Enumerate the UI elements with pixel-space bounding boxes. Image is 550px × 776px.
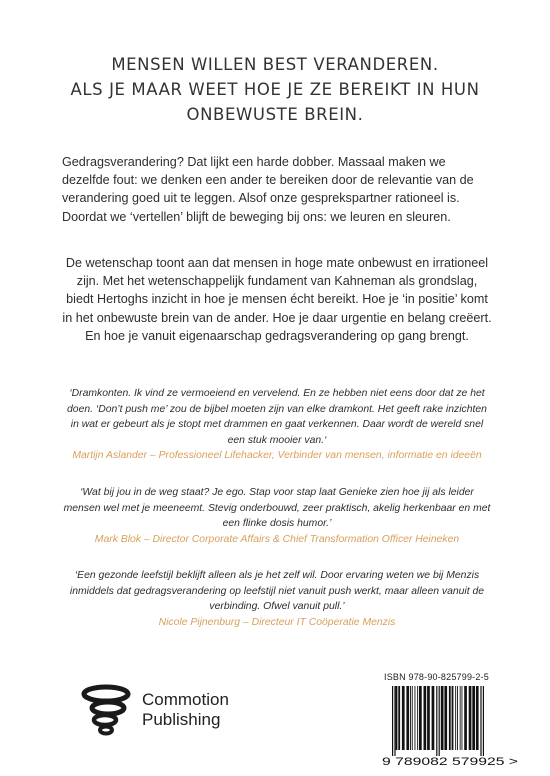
- barcode-bar: [444, 686, 447, 750]
- barcode-bar: [419, 686, 422, 750]
- barcode-bar: [439, 686, 440, 756]
- publisher-name: [142, 690, 229, 730]
- barcode-bar: [396, 686, 398, 750]
- barcode-bar: [476, 686, 479, 750]
- barcode-digits: 9 789082 579925 >: [382, 756, 518, 768]
- barcode-bar: [406, 686, 409, 750]
- barcode-bar: [483, 686, 484, 756]
- headline-line-2: ALS JE MAAR WEET HOE JE ZE BEREIKT IN HUN: [70, 80, 480, 99]
- publisher-name-line-1: Commotion: [142, 690, 229, 709]
- quote-text: ‘Een gezonde leefstijl beklijft alleen als je het zelf wil. Door ervaring weten we bij Menzis inmiddels dat gedragsverandering op leefstijl niet vanuit push werkt, maar alleen vanuit de verbinding. Ofwel vanuit pull.’: [69, 570, 485, 613]
- barcode-bar: [424, 686, 427, 750]
- headline-line-3: ONBEWUSTE BREIN.: [186, 105, 364, 124]
- barcode: [382, 686, 522, 768]
- barcode-bar: [455, 686, 456, 750]
- barcode-bar: [436, 686, 437, 756]
- endorsement-quote-3: [62, 568, 492, 630]
- blurb-paragraph-2: De wetenschap toont aan dat mensen in hoge mate onbewust en irrationeel zijn. Met het wetenschappelijk fundament van Kahneman als grondslag, biedt Hertoghs inzicht in hoe je mensen écht bereikt. Hoe je ‘in positie’ komt in het onbewuste brein van de ander. Hoe je daar urgentie en belang creëert. En hoe je vanuit eigenaarschap gedragsverandering op gang brengt.: [62, 256, 492, 343]
- barcode-bar: [449, 686, 451, 750]
- barcode-bar: [415, 686, 416, 750]
- barcode-bar: [457, 686, 458, 750]
- barcode-bar: [469, 686, 472, 750]
- barcode-bar: [472, 686, 475, 750]
- quote-attribution: Mark Blok – Director Corporate Affairs & Chief Transformation Officer Heineken: [94, 533, 460, 545]
- endorsement-quote-1: [62, 386, 492, 464]
- quote-attribution: Martijn Aslander – Professioneel Lifehacker, Verbinder van mensen, informatie en ideeën: [72, 450, 482, 462]
- barcode-bar: [410, 686, 411, 750]
- blurb-paragraph-1: Gedragsverandering? Dat lijkt een harde dobber. Massaal maken we dezelfde fout: we denken een ander te bereiken door de relevantie van de verandering goed uit te leggen. Alsof onze gesprekspartner rationeel is. Doordat we ‘vertellen’ blijft de beweging bij ons: we leuren en sleuren.: [62, 155, 474, 224]
- barcode-bar: [427, 686, 430, 750]
- barcode-bar: [402, 686, 405, 750]
- barcode-bar: [464, 686, 467, 750]
- barcode-bar: [412, 686, 413, 750]
- barcode-bar: [460, 686, 461, 750]
- headline-line-1: MENSEN WILLEN BEST VERANDEREN.: [111, 55, 439, 74]
- barcode-bar: [392, 686, 393, 756]
- barcode-bar: [398, 686, 400, 750]
- isbn-block: [382, 672, 522, 768]
- publisher-logo: [78, 684, 229, 736]
- quote-text: ‘Dramkonten. Ik vind ze vermoeiend en vervelend. En ze hebben niet eens door dat ze het doen. ‘Don’t push me’ zou de bijbel moeten zijn van elke dramkont. Het geeft rake inzichten in wat er gebeurt als je stopt met drammen en gaat verkennen. Daar wordt de wereld snel een stuk mooier van.‘: [67, 388, 487, 446]
- quote-attribution: Nicole Pijnenburg – Directeur IT Coöperatie Menzis: [158, 616, 396, 628]
- barcode-bar: [417, 686, 418, 750]
- barcode-bar: [462, 686, 463, 750]
- endorsement-quote-2: [62, 485, 492, 547]
- spiral-logo-icon: [78, 684, 134, 736]
- barcode-bar: [452, 686, 454, 750]
- barcode-bar: [441, 686, 444, 750]
- barcode-bar: [480, 686, 481, 756]
- publisher-name-line-2: Publishing: [142, 710, 221, 729]
- isbn-label: ISBN 978-90-825799-2-5: [384, 672, 489, 682]
- barcode-bar: [394, 686, 395, 756]
- barcode-bar: [432, 686, 435, 750]
- headline: [0, 52, 550, 127]
- quote-text: ‘Wat bij jou in de weg staat? Je ego. Stap voor stap laat Genieke zien hoe jij als leider mensen wel met je meeneemt. Stevig onderbouwd, zeer praktisch, akelig herkenbaar en met een flinke dosis humor.’: [63, 487, 491, 530]
